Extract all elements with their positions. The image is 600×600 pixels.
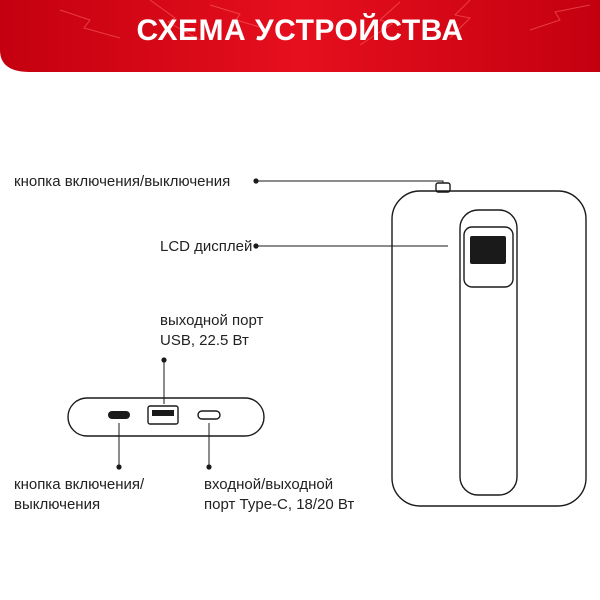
page-title: СХЕМА УСТРОЙСТВА [136, 14, 464, 47]
label-typec-port-line1: входной/выходной [204, 476, 334, 493]
dot-typec [206, 464, 211, 469]
dot-lcd [253, 243, 258, 248]
powerbank-front-view [392, 183, 586, 506]
label-power-button-side-line1: кнопка включения/ [14, 476, 145, 493]
usb-a-port-inner [152, 410, 174, 416]
dot-usb [161, 357, 166, 362]
side-body [68, 398, 264, 436]
label-usb-port-line2: USB, 22.5 Вт [160, 332, 249, 349]
lcd-screen [470, 236, 506, 264]
leader-top-button [256, 181, 443, 183]
side-power-button [108, 411, 130, 419]
dot-top-button [253, 178, 258, 183]
typec-port [198, 411, 220, 419]
label-power-button-top: кнопка включения/выключения [14, 173, 231, 190]
label-lcd-display: LCD дисплей [160, 238, 253, 255]
label-typec-port-line2: порт Type-C, 18/20 Вт [204, 496, 355, 513]
label-power-button-side-line2: выключения [14, 496, 101, 513]
powerbank-side-view [68, 398, 264, 436]
dot-side-button [116, 464, 121, 469]
label-usb-port-line1: выходной порт [160, 312, 264, 329]
